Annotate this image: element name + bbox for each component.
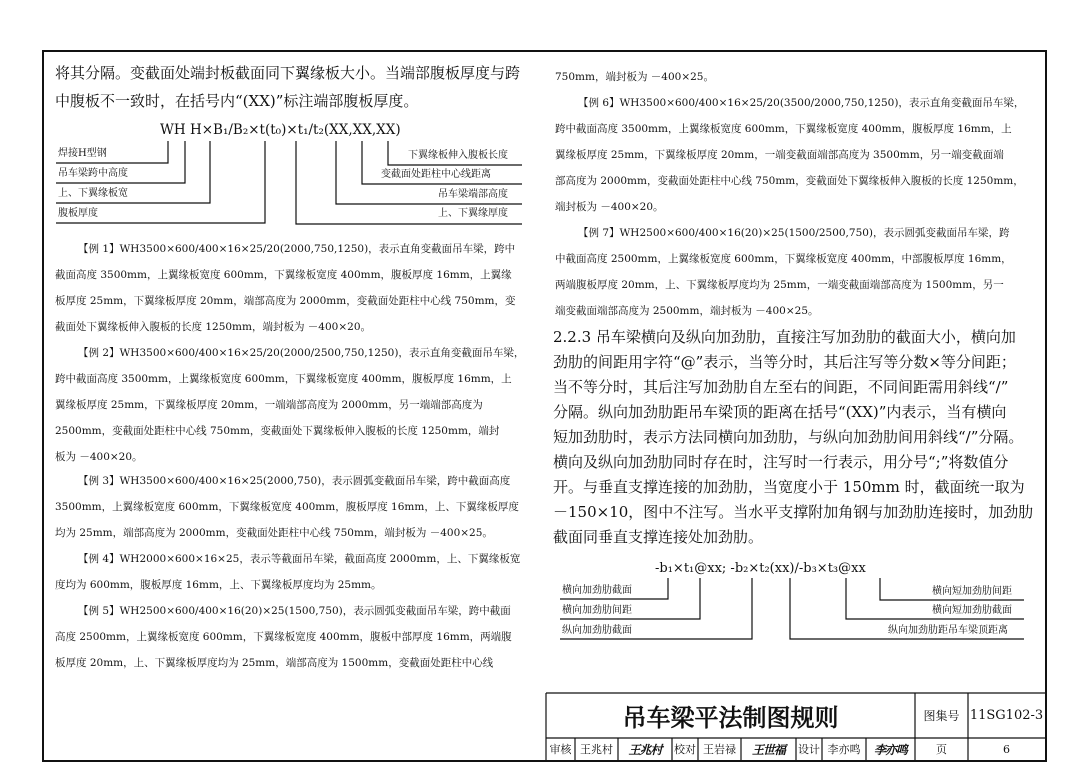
page-label: 页 bbox=[936, 743, 947, 756]
example-5-line-1: 【例 5】WH2500×600/400×16(20)×25(1500,750)，表示圆弧变截面吊车梁，跨中截面 bbox=[78, 605, 511, 617]
example-6-line-2: 跨中截面高度 3500mm，上翼缘板宽度 600mm，下翼缘板宽度 400mm，腹板厚度 16mm，上 bbox=[555, 123, 1012, 135]
example-7-line-3: 两端腹板厚度 20mm，上、下翼缘板厚度均为 25mm，一端变截面端部高度为 1500mm，另一 bbox=[555, 279, 1004, 291]
example-6-line-3: 翼缘板厚度 25mm，下翼缘板厚度 20mm，一端变截面端部高度为 3500mm，另一端变截面端 bbox=[555, 149, 1004, 161]
section-line-5: 短加劲肋时，表示方法同横向加劲肋，与纵向加劲肋间用斜线“/”分隔。 bbox=[553, 428, 1024, 446]
label-long-distance: 纵向加劲肋距吊车梁顶距离 bbox=[888, 625, 1008, 636]
stiffener-formula: -b₁×t₁@xx; -b₂×t₂(xx)/-b₃×t₃@xx bbox=[655, 561, 866, 576]
example-2-line-4: 2500mm，变截面处距柱中心线 750mm，变截面处下翼缘板伸入腹板的长度 1250mm，端封 bbox=[55, 425, 500, 437]
example-4-line-2: 度均为 600mm，腹板厚度 16mm，上、下翼缘板厚度均为 25mm。 bbox=[55, 579, 382, 591]
label-flange-thickness: 上、下翼缘厚度 bbox=[438, 208, 508, 219]
label-trans-section: 横向加劲肋截面 bbox=[562, 585, 632, 596]
section-line-9: 截面同垂直支撑连接处加劲肋。 bbox=[553, 528, 764, 546]
example-6-line-1: 【例 6】WH3500×600/400×16×25/20(3500/2000,750,1250)，表示直角变截面吊车梁， bbox=[578, 97, 1025, 109]
example-2-line-3: 翼缘板厚度 25mm，下翼缘板厚度 20mm，一端端部高度为 2000mm，另一端端部高度为 bbox=[55, 399, 483, 411]
section-line-8: －150×10，图中不注写。当水平支撑附加角钢与加劲肋连接时，加劲肋 bbox=[553, 503, 1034, 521]
example-5-line-2: 高度 2500mm，上翼缘板宽度 600mm，下翼缘板宽度 400mm，腹板中部厚度 16mm，两端腹 bbox=[55, 631, 512, 643]
intro-line-2: 中腹板不一致时，在括号内“(XX)”标注端部腹板厚度。 bbox=[55, 92, 419, 110]
example-2-line-2: 跨中截面高度 3500mm，上翼缘板宽度 600mm，下翼缘板宽度 400mm，腹板厚度 16mm，上 bbox=[55, 373, 512, 385]
example-1-line-4: 截面处下翼缘板伸入腹板的长度 1250mm，端封板为 －400×20。 bbox=[55, 321, 372, 333]
example-1-line-3: 板厚度 25mm，下翼缘板厚度 20mm，端部高度为 2000mm，变截面处距柱中心线 750mm，变 bbox=[55, 295, 516, 307]
reviewer-signature: 王兆村 bbox=[628, 742, 662, 757]
example-3-line-3: 均为 25mm，端部高度为 2000mm，变截面处距柱中心线 750mm，端封板为 －400×25。 bbox=[55, 527, 493, 539]
section-line-1: 2.2.3 吊车梁横向及纵向加劲肋，直接注写加劲肋的截面大小，横向加 bbox=[553, 328, 1016, 346]
example-2-line-1: 【例 2】WH3500×600/400×16×25/20(2000/2500,750,1250)，表示直角变截面吊车梁， bbox=[78, 347, 525, 359]
example-6-line-5: 端封板为 －400×20。 bbox=[555, 201, 664, 213]
label-short-spacing: 横向短加劲肋间距 bbox=[932, 586, 1012, 597]
example-3-line-2: 3500mm，上翼缘板宽度 600mm，下翼缘板宽度 400mm，腹板厚度 16mm，上、下翼缘板厚度 bbox=[55, 501, 519, 513]
example-5-line-4: 750mm，端封板为 －400×25。 bbox=[555, 71, 714, 83]
label-trans-spacing: 横向加劲肋间距 bbox=[562, 605, 632, 616]
label-flange-extend: 下翼缘板伸入腹板长度 bbox=[408, 150, 508, 161]
label-long-section: 纵向加劲肋截面 bbox=[562, 625, 632, 636]
example-1-line-1: 【例 1】WH3500×600/400×16×25/20(2000,750,1250)，表示直角变截面吊车梁，跨中 bbox=[78, 243, 516, 255]
label-mid-height: 吊车梁跨中高度 bbox=[58, 168, 128, 179]
label-flange-width: 上、下翼缘板宽 bbox=[58, 188, 128, 199]
example-5-line-3: 板厚度 20mm，上、下翼缘板厚度均为 25mm，端部高度为 1500mm，变截面处距柱中心线 bbox=[55, 657, 494, 669]
section-line-4: 分隔。纵向加劲肋距吊车梁顶的距离在括号“(XX)”内表示，当有横向 bbox=[553, 403, 1007, 421]
label-web-thickness: 腹板厚度 bbox=[58, 208, 98, 219]
design-label: 设计 bbox=[798, 743, 820, 756]
example-7-line-4: 端变截面端部高度为 2500mm，端封板为 －400×25。 bbox=[555, 305, 819, 317]
notation-formula: WH H×B₁/B₂×t(t₀)×t₁/t₂(XX,XX,XX) bbox=[160, 122, 401, 138]
review-label: 审核 bbox=[549, 743, 572, 756]
atlas-label: 图集号 bbox=[923, 709, 960, 723]
example-7-line-2: 中截面高度 2500mm，上翼缘板宽度 600mm，下翼缘板宽度 400mm，中部腹板厚度 16mm， bbox=[555, 253, 1012, 265]
section-line-7: 开。与垂直支撑连接的加劲肋，当宽度小于 150mm 时，截面统一取为 bbox=[553, 478, 1025, 496]
label-welded-h: 焊接H型钢 bbox=[58, 148, 107, 159]
drawing-title: 吊车梁平法制图规则 bbox=[622, 704, 839, 732]
example-6-line-4: 部高度为 2000mm，变截面处距柱中心线 750mm，变截面处下翼缘板伸入腹板的长度 1250mm， bbox=[555, 175, 1024, 187]
label-short-section: 横向短加劲肋截面 bbox=[932, 605, 1012, 616]
checker-name: 王岩禄 bbox=[703, 743, 736, 756]
designer-name: 李亦鸣 bbox=[827, 743, 861, 756]
example-2-line-5: 板为 －400×20。 bbox=[55, 451, 143, 463]
page-number: 6 bbox=[1003, 742, 1010, 756]
checker-signature: 王世福 bbox=[751, 742, 785, 757]
label-end-height: 吊车梁端部高度 bbox=[438, 189, 508, 200]
section-line-3: 当不等分时，其后注写加劲肋自左至右的间距，不同间距需用斜线“/” bbox=[553, 378, 1009, 396]
section-line-2: 劲肋的间距用字符“@”表示，当等分时，其后注写等分数×等分间距； bbox=[553, 353, 1016, 371]
example-3-line-1: 【例 3】WH3500×600/400×16×25(2000,750)，表示圆弧变截面吊车梁，跨中截面高度 bbox=[78, 475, 511, 487]
reviewer-name: 王兆村 bbox=[580, 743, 613, 756]
example-1-line-2: 截面高度 3500mm，上翼缘板宽度 600mm，下翼缘板宽度 400mm，腹板厚度 16mm，上翼缘 bbox=[55, 269, 512, 281]
example-4-line-1: 【例 4】WH2000×600×16×25，表示等截面吊车梁，截面高度 2000mm，上、下翼缘板宽 bbox=[78, 553, 521, 565]
atlas-number: 11SG102-3 bbox=[969, 708, 1044, 723]
label-change-distance: 变截面处距柱中心线距离 bbox=[381, 169, 491, 180]
section-line-6: 横向及纵向加劲肋同时存在时，注写时一行表示，用分号“;”将数值分 bbox=[553, 453, 1009, 471]
intro-line-1: 将其分隔。变截面处端封板截面同下翼缘板大小。当端部腹板厚度与跨 bbox=[55, 64, 521, 82]
check-label: 校对 bbox=[674, 743, 696, 756]
designer-signature: 李亦鸣 bbox=[873, 742, 907, 757]
example-7-line-1: 【例 7】WH2500×600/400×16(20)×25(1500/2500,750)，表示圆弧变截面吊车梁，跨 bbox=[578, 227, 1010, 239]
